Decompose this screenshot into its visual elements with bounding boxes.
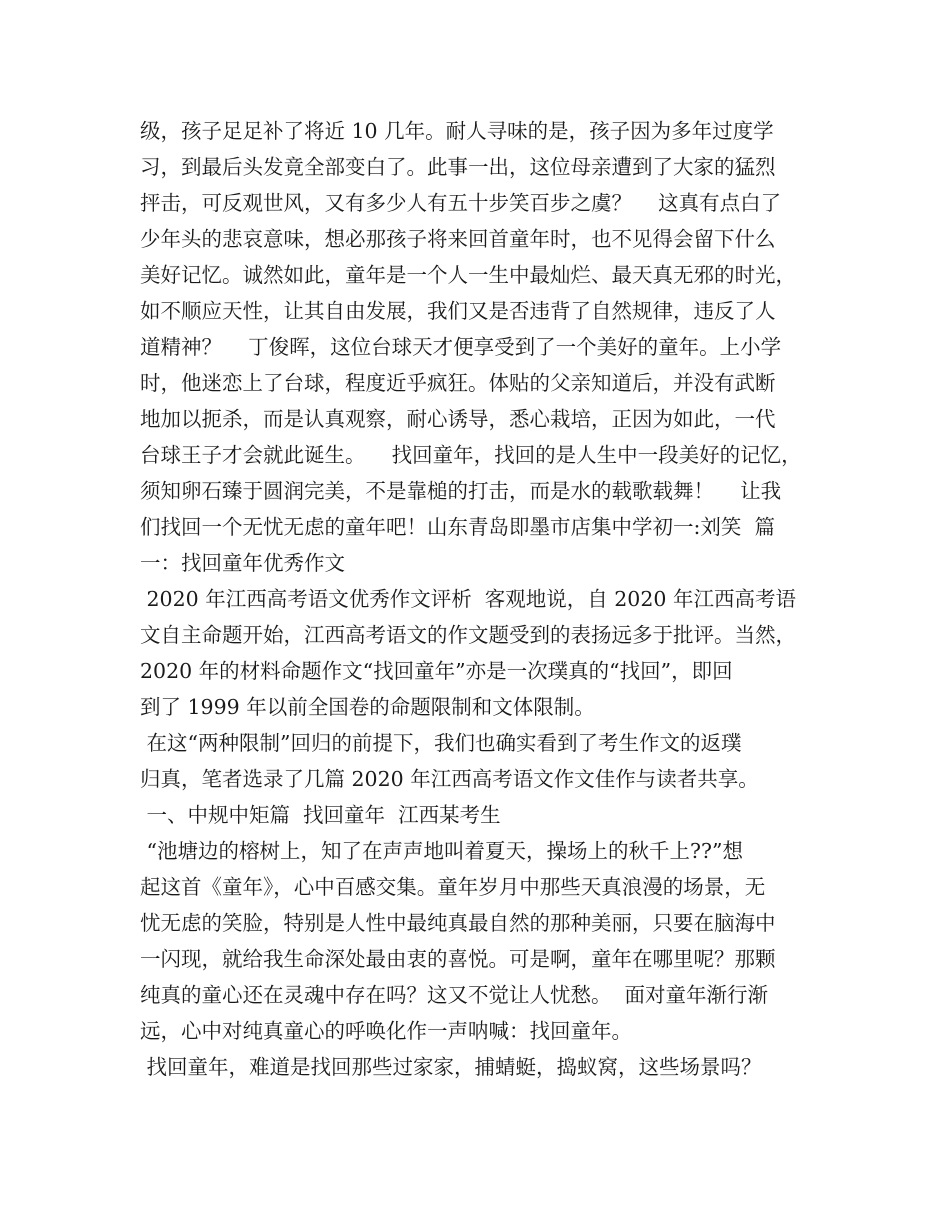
text-line: 一：找回童年优秀作文 — [140, 551, 345, 575]
text-line: 找回童年，难道是找回那些过家家，捕蜻蜓，捣蚁窝，这些场景吗？ — [140, 1055, 762, 1079]
text-line: 级，孩子足足补了将近 10 几年。耐人寻味的是，孩子因为多年过度学 — [140, 119, 774, 143]
text-line: 忧无虑的笑脸，特别是人性中最纯真最自然的那种美丽，只要在脑海中 — [140, 911, 776, 935]
text-line: 一闪现，就给我生命深处最由衷的喜悦。可是啊，童年在哪里呢？那颗 — [140, 947, 776, 971]
text-line: 如不顺应天性，让其自由发展，我们又是否违背了自然规律，违反了人 — [140, 299, 776, 323]
text-line: 远，心中对纯真童心的呼唤化作一声呐喊：找回童年。 — [140, 1019, 632, 1043]
body-text — [140, 113, 820, 1085]
text-line: 在这“两种限制”回归的前提下，我们也确实看到了考生作文的返璞 — [140, 731, 742, 755]
text-line: 到了 1999 年以前全国卷的命题限制和文体限制。 — [140, 695, 595, 719]
text-line: 文自主命题开始，江西高考语文的作文题受到的表扬远多于批评。当然， — [140, 623, 796, 647]
text-line: 须知卵石臻于圆润完美，不是靠槌的打击，而是水的载歌载舞！ 让我 — [140, 479, 782, 503]
text-line: “池塘边的榕树上，知了在声声地叫着夏天，操场上的秋千上??”想 — [140, 839, 743, 863]
text-line: 道精神？ 丁俊晖，这位台球天才便享受到了一个美好的童年。上小学 — [140, 335, 782, 359]
text-line: 台球王子才会就此诞生。 找回童年，找回的是人生中一段美好的记忆， — [140, 443, 802, 467]
text-line: 2020 年的材料命题作文“找回童年”亦是一次璞真的“找回”，即回 — [140, 659, 733, 683]
text-line: 习，到最后头发竟全部变白了。此事一出，这位母亲遭到了大家的猛烈 — [140, 155, 776, 179]
text-line: 少年头的悲哀意味，想必那孩子将来回首童年时，也不见得会留下什么 — [140, 227, 776, 251]
text-line: 时，他迷恋上了台球，程度近乎疯狂。体贴的父亲知道后，并没有武断 — [140, 371, 776, 395]
text-line: 美好记忆。诚然如此，童年是一个人一生中最灿烂、最天真无邪的时光， — [140, 263, 796, 287]
text-line: 一、中规中矩篇 找回童年 江西某考生 — [140, 803, 501, 827]
text-line: 起这首《童年》，心中百感交集。童年岁月中那些天真浪漫的场景，无 — [140, 875, 766, 899]
text-line: 地加以扼杀，而是认真观察，耐心诱导，悉心栽培，正因为如此，一代 — [140, 407, 776, 431]
text-line: 2020 年江西高考语文优秀作文评析 客观地说，自 2020 年江西高考语 — [140, 587, 796, 611]
text-line: 纯真的童心还在灵魂中存在吗？这又不觉让人忧愁。 面对童年渐行渐 — [140, 983, 769, 1007]
text-line: 抨击，可反观世风，又有多少人有五十步笑百步之虞？ 这真有点白了 — [140, 191, 782, 215]
text-line: 们找回一个无忧无虑的童年吧！山东青岛即墨市店集中学初一:刘笑 篇 — [140, 515, 775, 539]
text-line: 归真，笔者选录了几篇 2020 年江西高考语文作文佳作与读者共享。 — [140, 767, 759, 791]
